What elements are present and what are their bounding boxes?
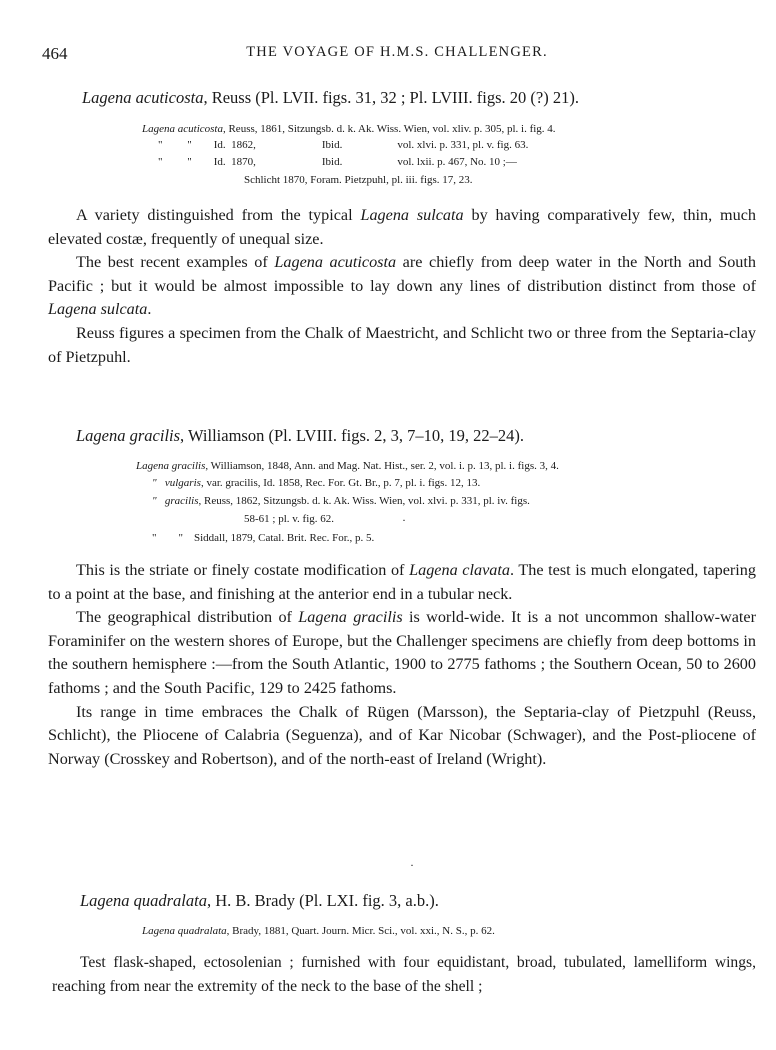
species-name: Lagena quadralata <box>80 891 207 910</box>
paragraph: Reuss figures a specimen from the Chalk of Maestricht, and Schlicht two or three from the Septaria-clay of Pietzpuhl. <box>48 323 756 366</box>
species-title-quadralata <box>80 891 439 911</box>
synonymy-line: Schlicht 1870, Foram. Pietzpuhl, pl. iii. figs. 17, 23. <box>244 174 473 186</box>
paragraph: The best recent examples of Lagena acuticosta are chiefly from deep water in the North and South Pacific ; but it would be almost impossible to lay down any lines of distribution distinct from those of Lagena sulcata. <box>48 253 756 319</box>
synonymy-line: " vulgaris, var. gracilis, Id. 1858, Rec. For. Gt. Br., p. 7, pl. i. figs. 12, 13. <box>152 477 481 489</box>
body-text-acuticosta <box>48 204 756 369</box>
synonymy-line: Lagena quadralata, Brady, 1881, Quart. Journ. Micr. Sci., vol. xxi., N. S., p. 62. <box>142 925 495 937</box>
stray-mark: · <box>410 858 414 872</box>
page-header <box>42 44 752 66</box>
species-name: Lagena acuticosta <box>82 88 204 107</box>
synonymy-line: " " Id. 1862, Ibid. vol. xlvi. p. 331, pl. v. fig. 63. <box>158 139 529 151</box>
stray-mark: · <box>402 513 406 527</box>
body-text-quadralata <box>52 951 756 998</box>
page-number: 464 <box>42 44 68 63</box>
synonymy-line: Lagena gracilis, Williamson, 1848, Ann. and Mag. Nat. Hist., ser. 2, vol. i. p. 13, pl. i. figs. 3, 4. <box>136 460 559 472</box>
synonymy-line: Lagena acuticosta, Reuss, 1861, Sitzungsb. d. k. Ak. Wiss. Wien, vol. xliv. p. 305, pl. i. fig. 4. <box>142 123 556 135</box>
species-authority: , H. B. Brady (Pl. LXI. fig. 3, a.b.). <box>206 891 439 910</box>
paragraph: Test flask-shaped, ectosolenian ; furnished with four equidistant, broad, tubulated, lamelliform wings, reaching from near the extremity of the neck to the base of the shell ; <box>52 954 756 995</box>
species-title-gracilis <box>76 426 524 446</box>
species-title-acuticosta <box>82 88 579 108</box>
species-authority: , Reuss (Pl. LVII. figs. 31, 32 ; Pl. LVIII. figs. 20 (?) 21). <box>203 88 579 107</box>
synonymy-line: 58-61 ; pl. v. fig. 62. <box>244 513 335 525</box>
paragraph: The geographical distribution of Lagena gracilis is world-wide. It is a not uncommon shallow-water Foraminifer on the western shores of Europe, but the Challenger specimens are chiefly from deep bottoms in the southern hemisphere :—from the South Atlantic, 1900 to 2775 fathoms ; the Southern Ocean, 50 to 2600 fathoms ; and the South Pacific, 129 to 2425 fathoms. <box>48 608 756 697</box>
species-authority: , Williamson (Pl. LVIII. figs. 2, 3, 7–10, 19, 22–24). <box>180 426 525 445</box>
synonymy-line: " " Siddall, 1879, Catal. Brit. Rec. For., p. 5. <box>152 532 375 544</box>
body-text-gracilis <box>48 559 756 771</box>
paragraph: This is the striate or finely costate modification of Lagena clavata. The test is much elongated, tapering to a point at the base, and finishing at the anterior end in a tubular neck. <box>48 561 756 603</box>
synonymy-line: " " Id. 1870, Ibid. vol. lxii. p. 467, No. 10 ;— <box>158 156 517 168</box>
species-name: Lagena gracilis <box>76 426 181 445</box>
paragraph: Its range in time embraces the Chalk of Rügen (Marsson), the Septaria-clay of Pietzpuhl (Reuss, Schlicht), the Pliocene of Calabria (Seguenza), and of Kar Nicobar (Schwager), and the Post-pliocene of Norway (Crosskey and Robertson), and of the north-east of Ireland (Wright). <box>48 702 756 768</box>
running-head: THE VOYAGE OF H.M.S. CHALLENGER. <box>246 44 548 60</box>
paragraph: A variety distinguished from the typical Lagena sulcata by having comparatively few, thin, much elevated costæ, frequently of unequal size. <box>48 206 756 248</box>
synonymy-line: " gracilis, Reuss, 1862, Sitzungsb. d. k. Ak. Wiss. Wien, vol. xlvi. p. 331, pl. iv. figs. <box>152 495 530 507</box>
